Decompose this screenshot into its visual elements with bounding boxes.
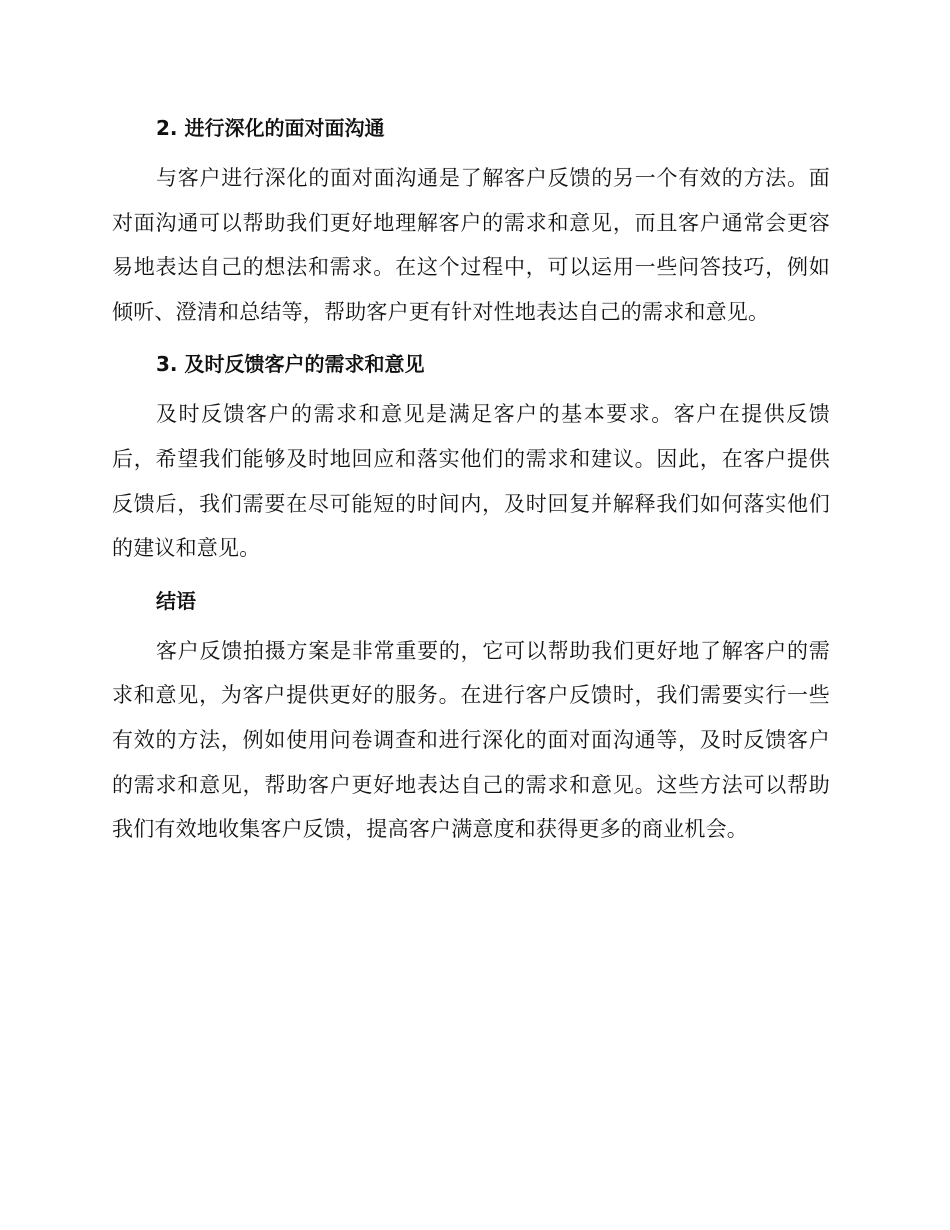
document-page [112, 110, 830, 864]
section-heading: 3. 及时反馈客户的需求和意见 [156, 352, 425, 377]
section-heading: 2. 进行深化的面对面沟通 [156, 116, 385, 140]
section-timely-feedback [112, 346, 830, 570]
section-paragraph: 及时反馈客户的需求和意见是满足客户的基本要求。客户在提供反馈后，希望我们能够及时地回应和落实他们的需求和建议。因此，在客户提供反馈后，我们需要在尽可能短的时间内，及时回复并解释我们如何落实他们的建议和意见。 [112, 402, 830, 561]
section-paragraph: 与客户进行深化的面对面沟通是了解客户反馈的另一个有效的方法。面对面沟通可以帮助我们更好地理解客户的需求和意见，而且客户通常会更容易地表达自己的想法和需求。在这个过程中，可以运用一些问答技巧，例如倾听、澄清和总结等，帮助客户更有针对性地表达自己的需求和意见。 [112, 166, 830, 324]
section-conclusion [112, 583, 830, 852]
section-heading: 结语 [156, 588, 196, 613]
section-face-to-face [112, 110, 830, 334]
section-paragraph: 客户反馈拍摄方案是非常重要的，它可以帮助我们更好地了解客户的需求和意见，为客户提供更好的服务。在进行客户反馈时，我们需要实行一些有效的方法，例如使用问卷调查和进行深化的面对面沟通等，及时反馈客户的需求和意见，帮助客户更好地表达自己的需求和意见。这些方法可以帮助我们有效地收集客户反馈，提高客户满意度和获得更多的商业机会。 [112, 638, 830, 842]
